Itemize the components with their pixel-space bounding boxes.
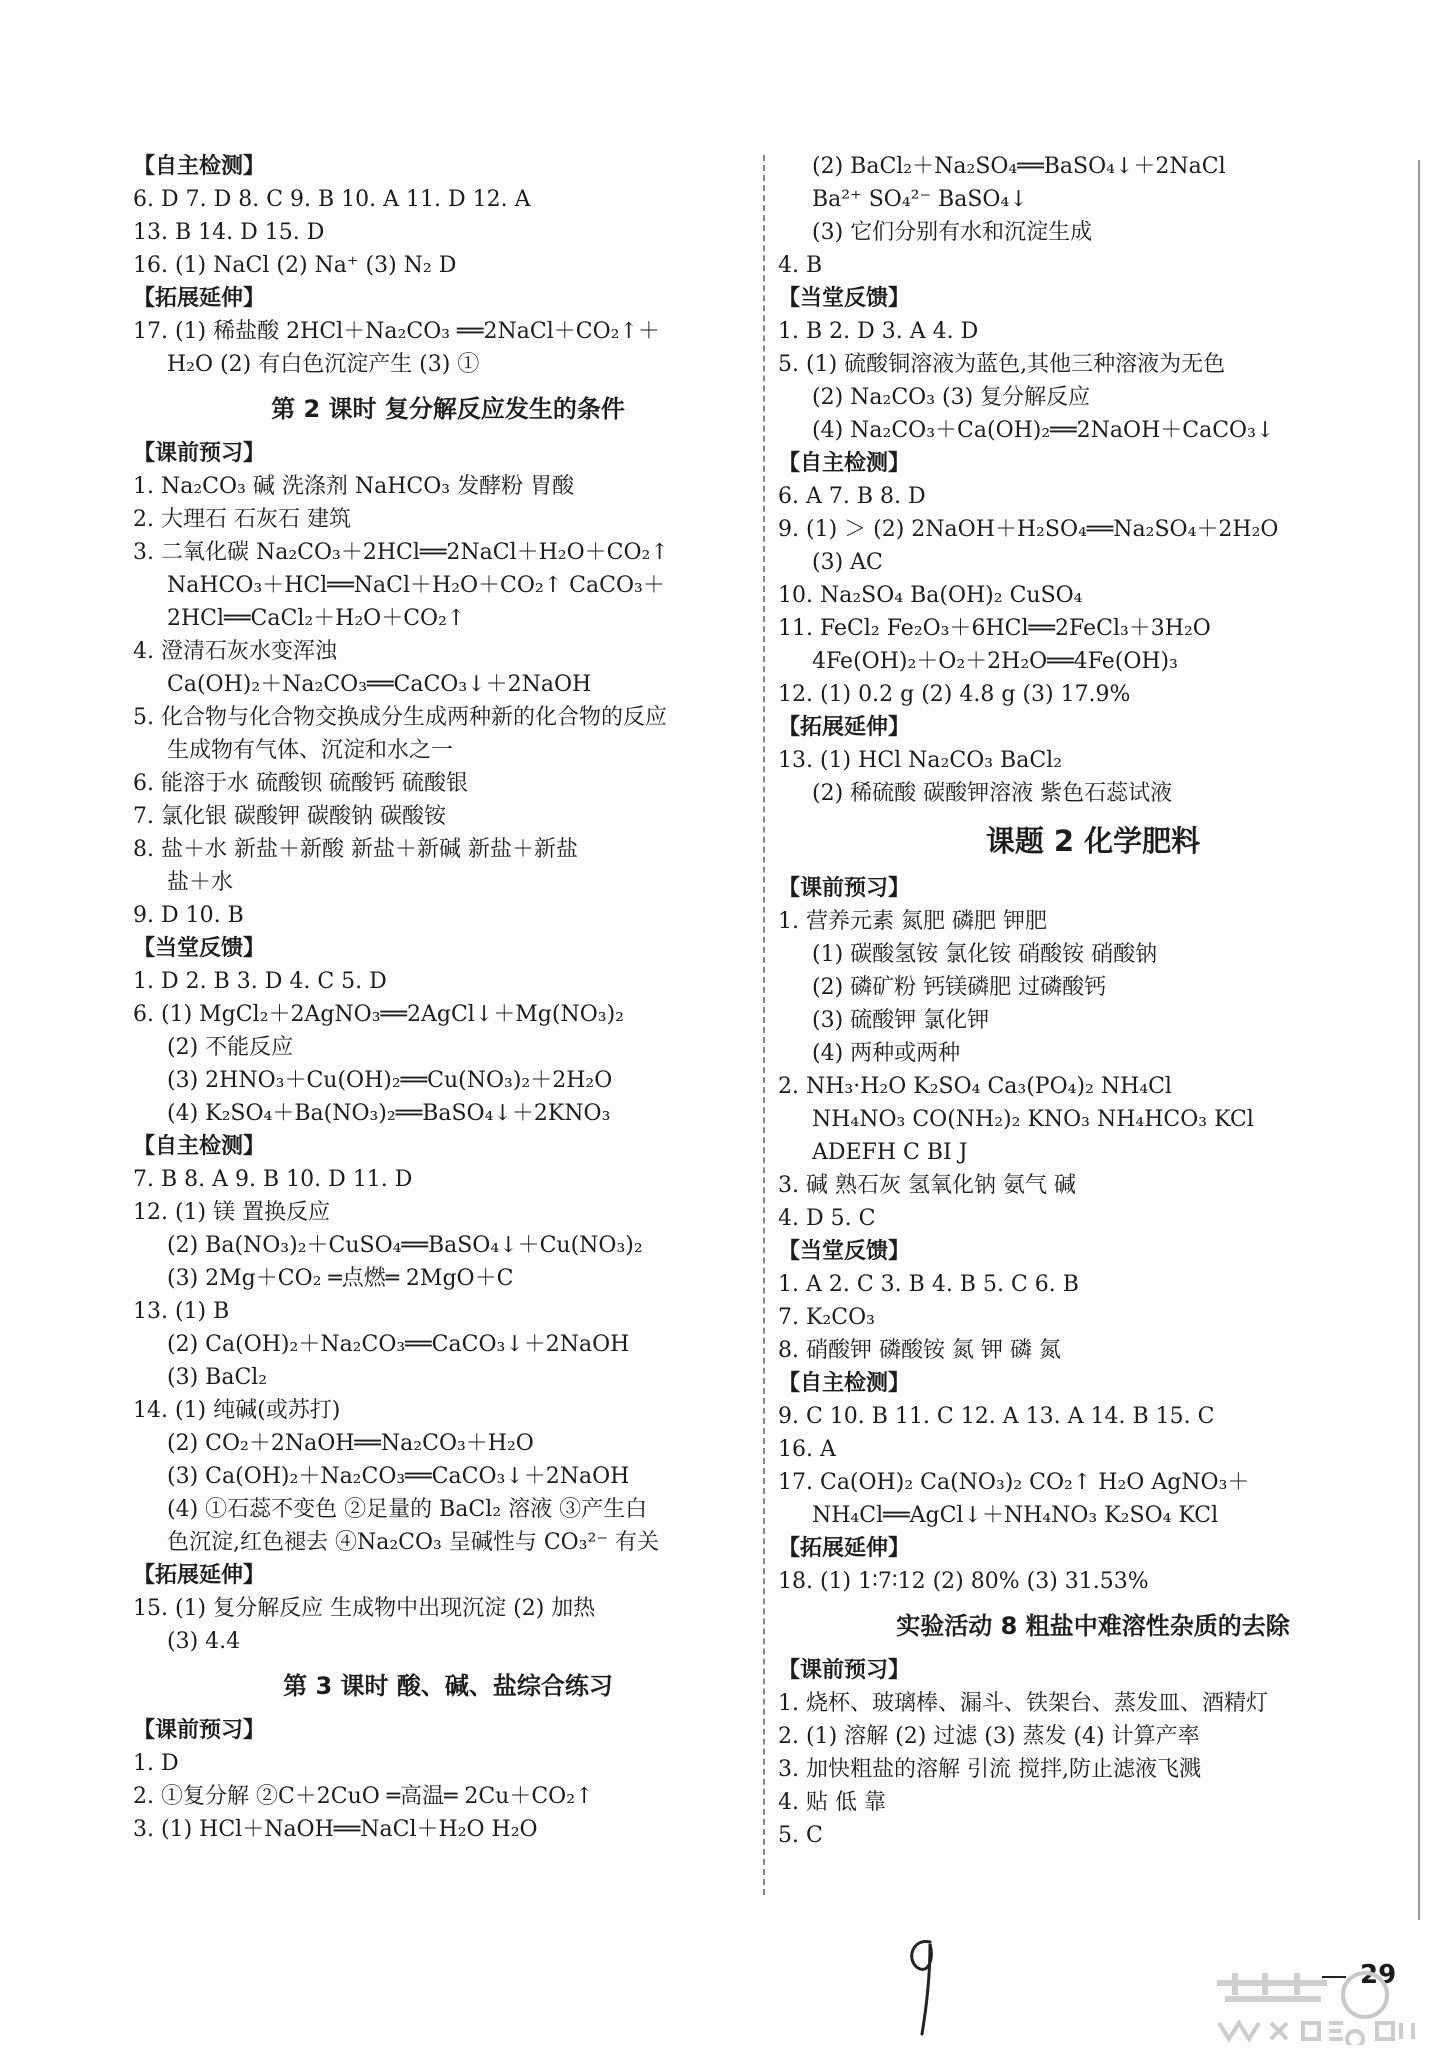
answer-line: 5. (1) 硫酸铜溶液为蓝色,其他三种溶液为无色 <box>778 352 1226 377</box>
answer-line: 1. 烧杯、玻璃棒、漏斗、铁架台、蒸发皿、酒精灯 <box>778 1691 1268 1716</box>
answer-line: 9. C 10. B 11. C 12. A 13. A 14. B 15. C <box>778 1404 1215 1429</box>
answer-line: 3. (1) HCl＋NaOH══NaCl＋H₂O H₂O <box>133 1817 538 1842</box>
answer-line: 2. NH₃·H₂O K₂SO₄ Ca₃(PO₄)₂ NH₄Cl <box>778 1074 1172 1099</box>
answer-line: 11. FeCl₂ Fe₂O₃＋6HCl══2FeCl₃＋3H₂O <box>778 616 1211 641</box>
page-number: 29 <box>1360 1960 1397 1990</box>
answer-line-continued: (2) 磷矿粉 钙镁磷肥 过磷酸钙 <box>812 975 1107 1000</box>
answer-line-continued: (2) 不能反应 <box>167 1035 294 1060</box>
answer-line-continued: (3) 4.4 <box>167 1629 241 1654</box>
answer-line-continued: (3) Ca(OH)₂＋Na₂CO₃══CaCO₃↓＋2NaOH <box>167 1464 630 1489</box>
answer-line-continued: (3) 它们分别有水和沉淀生成 <box>812 220 1093 245</box>
section-header: 【当堂反馈】 <box>778 1239 911 1264</box>
answer-line: 17. (1) 稀盐酸 2HCl＋Na₂CO₃ ══2NaCl＋CO₂↑＋ <box>133 319 660 344</box>
section-header: 【课前预习】 <box>778 876 911 901</box>
answer-line-continued: (3) BaCl₂ <box>167 1365 268 1390</box>
answer-line-continued: (1) 碳酸氢铵 氯化铵 硝酸铵 硝酸钠 <box>812 942 1158 967</box>
answer-line-continued: (2) CO₂＋2NaOH══Na₂CO₃＋H₂O <box>167 1431 534 1456</box>
section-header: 【课前预习】 <box>133 441 266 466</box>
answer-line-continued: (4) Na₂CO₃＋Ca(OH)₂══2NaOH＋CaCO₃↓ <box>812 418 1275 443</box>
answer-line: 9. (1) ＞ (2) 2NaOH＋H₂SO₄══Na₂SO₄＋2H₂O <box>778 517 1279 542</box>
section-header: 【当堂反馈】 <box>778 286 911 311</box>
right-column <box>778 150 1408 1852</box>
answer-line-continued: (2) Ba(NO₃)₂＋CuSO₄══BaSO₄↓＋Cu(NO₃)₂ <box>167 1233 643 1258</box>
answer-line: 8. 盐＋水 新盐＋新酸 新盐＋新碱 新盐＋新盐 <box>133 837 578 862</box>
answer-line: 15. (1) 复分解反应 生成物中出现沉淀 (2) 加热 <box>133 1596 596 1621</box>
answer-line-continued: (3) 硫酸钾 氯化钾 <box>812 1008 990 1033</box>
answer-line: 13. B 14. D 15. D <box>133 220 325 245</box>
answer-line: 1. A 2. C 3. B 4. B 5. C 6. B <box>778 1272 1079 1297</box>
answer-line: 5. C <box>778 1823 823 1848</box>
answer-line-continued: (2) BaCl₂＋Na₂SO₄══BaSO₄↓＋2NaCl <box>812 154 1226 179</box>
answer-line: 1. 营养元素 氮肥 磷肥 钾肥 <box>778 909 1047 934</box>
answer-line-continued: (4) 两种或两种 <box>812 1041 961 1066</box>
lesson-title: 实验活动 8 粗盐中难溶性杂质的去除 <box>896 1612 1290 1640</box>
answer-line: 3. 二氧化碳 Na₂CO₃＋2HCl══2NaCl＋H₂O＋CO₂↑ <box>133 540 669 565</box>
answer-line-continued: Ba²⁺ SO₄²⁻ BaSO₄↓ <box>812 187 1028 212</box>
answer-line: 3. 加快粗盐的溶解 引流 搅拌,防止滤液飞溅 <box>778 1757 1201 1782</box>
answer-line: 4. 澄清石灰水变浑浊 <box>133 639 337 664</box>
answer-line: 16. A <box>778 1437 836 1462</box>
answer-line: 4. 贴 低 靠 <box>778 1790 886 1815</box>
answer-line: 6. (1) MgCl₂＋2AgNO₃══2AgCl↓＋Mg(NO₃)₂ <box>133 1002 624 1027</box>
answer-line: 3. 碱 熟石灰 氢氧化钠 氨气 碱 <box>778 1173 1076 1198</box>
lesson-title: 第 2 课时 复分解反应发生的条件 <box>271 395 625 423</box>
answer-line-continued: 色沉淀,红色褪去 ④Na₂CO₃ 呈碱性与 CO₃²⁻ 有关 <box>167 1530 659 1555</box>
lesson-title: 第 3 课时 酸、碱、盐综合练习 <box>283 1672 613 1700</box>
answer-line: 10. Na₂SO₄ Ba(OH)₂ CuSO₄ <box>778 583 1083 608</box>
answer-line: 2. 大理石 石灰石 建筑 <box>133 507 351 532</box>
answer-line-continued: (3) 2HNO₃＋Cu(OH)₂══Cu(NO₃)₂＋2H₂O <box>167 1068 613 1093</box>
section-header: 【自主检测】 <box>778 1371 911 1396</box>
answer-line-continued: Ca(OH)₂＋Na₂CO₃══CaCO₃↓＋2NaOH <box>167 672 592 697</box>
answer-line-continued: NaHCO₃＋HCl══NaCl＋H₂O＋CO₂↑ CaCO₃＋ <box>167 573 665 598</box>
answer-line-continued: 4Fe(OH)₂＋O₂＋2H₂O══4Fe(OH)₃ <box>812 649 1178 674</box>
answer-line-continued: NH₄NO₃ CO(NH₂)₂ KNO₃ NH₄HCO₃ KCl <box>812 1107 1254 1132</box>
answer-line: 4. B <box>778 253 823 278</box>
answer-line-continued: (3) 2Mg＋CO₂ ═点燃═ 2MgO＋C <box>167 1266 514 1291</box>
answer-line-continued: (4) K₂SO₄＋Ba(NO₃)₂══BaSO₄↓＋2KNO₃ <box>167 1101 611 1126</box>
section-header: 【自主检测】 <box>778 451 911 476</box>
left-column <box>133 150 763 1846</box>
answer-line: 2. (1) 溶解 (2) 过滤 (3) 蒸发 (4) 计算产率 <box>778 1724 1200 1749</box>
section-header: 【自主检测】 <box>133 1134 266 1159</box>
answer-line: 6. D 7. D 8. C 9. B 10. A 11. D 12. A <box>133 187 531 212</box>
answer-line-continued: (2) Ca(OH)₂＋Na₂CO₃══CaCO₃↓＋2NaOH <box>167 1332 630 1357</box>
section-header: 【当堂反馈】 <box>133 936 266 961</box>
answer-line: 13. (1) HCl Na₂CO₃ BaCl₂ <box>778 748 1063 773</box>
answer-line: 6. A 7. B 8. D <box>778 484 926 509</box>
answer-line: 7. K₂CO₃ <box>778 1305 875 1330</box>
answer-line: 8. 硝酸钾 磷酸铵 氮 钾 磷 氮 <box>778 1338 1061 1363</box>
answer-line-continued: (4) ①石蕊不变色 ②足量的 BaCl₂ 溶液 ③产生白 <box>167 1497 648 1522</box>
answer-line-continued: 2HCl══CaCl₂＋H₂O＋CO₂↑ <box>167 606 466 631</box>
section-header: 【拓展延伸】 <box>133 286 266 311</box>
answer-line: 9. D 10. B <box>133 903 244 928</box>
answer-line-continued: 生成物有气体、沉淀和水之一 <box>167 738 454 763</box>
answer-line: 1. Na₂CO₃ 碱 洗涤剂 NaHCO₃ 发酵粉 胃酸 <box>133 474 575 499</box>
answer-line: 14. (1) 纯碱(或苏打) <box>133 1398 341 1423</box>
answer-line: 6. 能溶于水 硫酸钡 硫酸钙 硫酸银 <box>133 771 468 796</box>
answer-line-continued: 盐＋水 <box>167 870 234 895</box>
answer-line: 1. B 2. D 3. A 4. D <box>778 319 979 344</box>
answer-line-continued: NH₄Cl══AgCl↓＋NH₄NO₃ K₂SO₄ KCl <box>812 1503 1219 1528</box>
answer-line: 7. 氯化银 碳酸钾 碳酸钠 碳酸铵 <box>133 804 446 829</box>
answer-line: 7. B 8. A 9. B 10. D 11. D <box>133 1167 413 1192</box>
answer-line: 1. D <box>133 1751 179 1776</box>
section-header: 【拓展延伸】 <box>778 1536 911 1561</box>
handwritten-nine-mark <box>900 1930 950 2040</box>
watermark-logo <box>1205 1965 1415 2045</box>
answer-line: 2. ①复分解 ②C＋2CuO ═高温═ 2Cu＋CO₂↑ <box>133 1784 594 1809</box>
section-header: 【拓展延伸】 <box>133 1563 266 1588</box>
answer-line: 17. Ca(OH)₂ Ca(NO₃)₂ CO₂↑ H₂O AgNO₃＋ <box>778 1470 1250 1495</box>
section-header: 【课前预习】 <box>778 1658 911 1683</box>
answer-line-continued: (2) Na₂CO₃ (3) 复分解反应 <box>812 385 1091 410</box>
answer-line-continued: (2) 稀硫酸 碳酸钾溶液 紫色石蕊试液 <box>812 781 1173 806</box>
answer-line: 5. 化合物与化合物交换成分生成两种新的化合物的反应 <box>133 705 667 730</box>
column-divider <box>763 155 765 1895</box>
section-header: 【拓展延伸】 <box>778 715 911 740</box>
answer-line-continued: (3) AC <box>812 550 883 575</box>
answer-line: 4. D 5. C <box>778 1206 876 1231</box>
answer-line: 12. (1) 0.2 g (2) 4.8 g (3) 17.9% <box>778 682 1131 707</box>
answer-line: 1. D 2. B 3. D 4. C 5. D <box>133 969 387 994</box>
section-header: 【课前预习】 <box>133 1718 266 1743</box>
answer-line-continued: H₂O (2) 有白色沉淀产生 (3) ① <box>167 352 480 377</box>
topic-title: 课题 2 化学肥料 <box>985 824 1201 858</box>
page-edge-line <box>1418 160 1420 1920</box>
answer-line-continued: ADEFH C BI J <box>812 1140 968 1165</box>
answer-line: 12. (1) 镁 置换反应 <box>133 1200 331 1225</box>
answer-line: 13. (1) B <box>133 1299 230 1324</box>
answer-line: 16. (1) NaCl (2) Na⁺ (3) N₂ D <box>133 253 457 278</box>
section-header: 【自主检测】 <box>133 154 266 179</box>
answer-line: 18. (1) 1∶7∶12 (2) 80% (3) 31.53% <box>778 1569 1149 1594</box>
